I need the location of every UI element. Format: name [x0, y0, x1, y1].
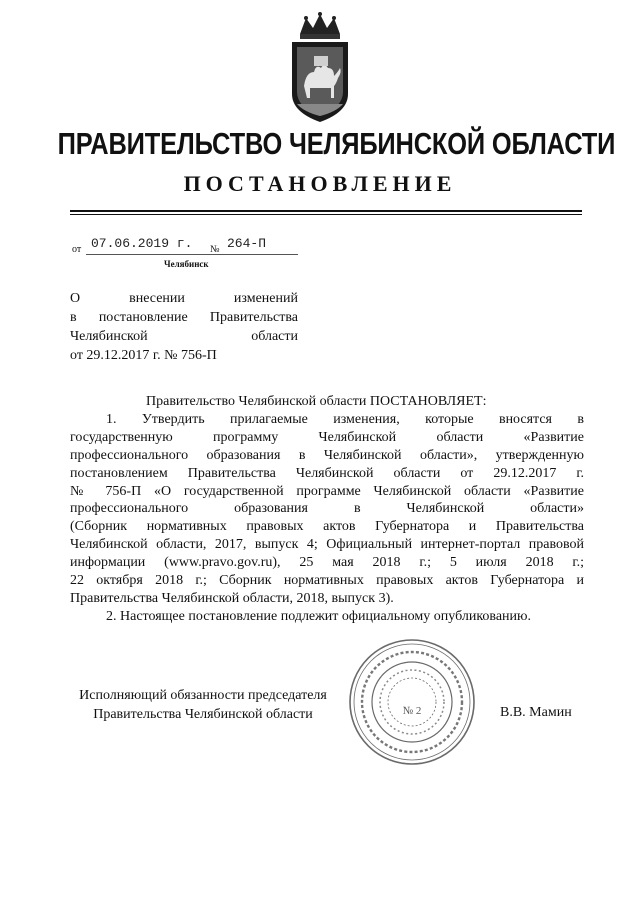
- body-line: (Сборник нормативных правовых актов Губернатора и Правительства: [70, 519, 584, 535]
- position-line: Правительства Челябинской области: [93, 707, 313, 722]
- document-type: ПОСТАНОВЛЕНИЕ: [183, 171, 457, 196]
- date-prefix: от: [72, 244, 82, 255]
- body-line: профессионального образования в Челябинской области»: [70, 501, 584, 517]
- document-number: 264-П: [227, 236, 267, 251]
- body-line: Правительства Челябинской области, 2018, выпуск 3).: [70, 590, 394, 606]
- signatory-name: В.В. Мамин: [500, 705, 572, 720]
- signatory-position: [68, 686, 338, 724]
- subject-line: от 29.12.2017 г. № 756-П: [70, 348, 217, 363]
- subject-line: в постановление Правительства: [70, 310, 298, 325]
- body-line: 1. Утвердить прилагаемые изменения, которые вносятся в: [106, 411, 584, 427]
- header-rule-thick: [70, 210, 582, 212]
- body-line: государственную программу Челябинской области «Развитие: [70, 429, 584, 445]
- body-line: № 756-П «О государственной программе Челябинской области «Развитие: [70, 483, 584, 499]
- body-line: постановлением Правительства Челябинской области от 29.12.2017 г.: [70, 465, 584, 481]
- stamp-number: № 2: [402, 705, 422, 717]
- body-line: Челябинской области, 2017, выпуск 4; Официальный интернет-портал правовой: [70, 537, 584, 553]
- position-line: Исполняющий обязанности председателя: [79, 688, 327, 703]
- document-body: [70, 393, 584, 626]
- official-stamp-icon: [346, 636, 478, 768]
- date-underline: [86, 254, 298, 255]
- body-line: 22 октября 2018 г.; Сборник нормативных правовых актов Губернатора и: [70, 573, 584, 589]
- body-line: профессионального образования в Челябинской области», утвержденную: [70, 447, 584, 463]
- body-line: информации (www.pravo.gov.ru), 25 мая 2018 г.; 5 июля 2018 г.;: [70, 555, 584, 571]
- number-prefix: №: [210, 244, 220, 255]
- header-rule-thin: [70, 214, 582, 215]
- document-date: 07.06.2019 г.: [91, 236, 193, 251]
- document-subject: [70, 289, 298, 365]
- government-title: ПРАВИТЕЛЬСТВО ЧЕЛЯБИНСКОЙ ОБЛАСТИ: [57, 126, 616, 161]
- body-item-2: 2. Настоящее постановление подлежит официальному опубликованию.: [106, 608, 531, 624]
- body-lead: Правительство Челябинской области ПОСТАНОВЛЯЕТ:: [146, 394, 487, 409]
- subject-line: О внесении изменений: [70, 291, 298, 306]
- city-name: Челябинск: [164, 259, 209, 269]
- subject-line: Челябинской области: [70, 329, 298, 344]
- coat-of-arms-icon: [286, 12, 354, 124]
